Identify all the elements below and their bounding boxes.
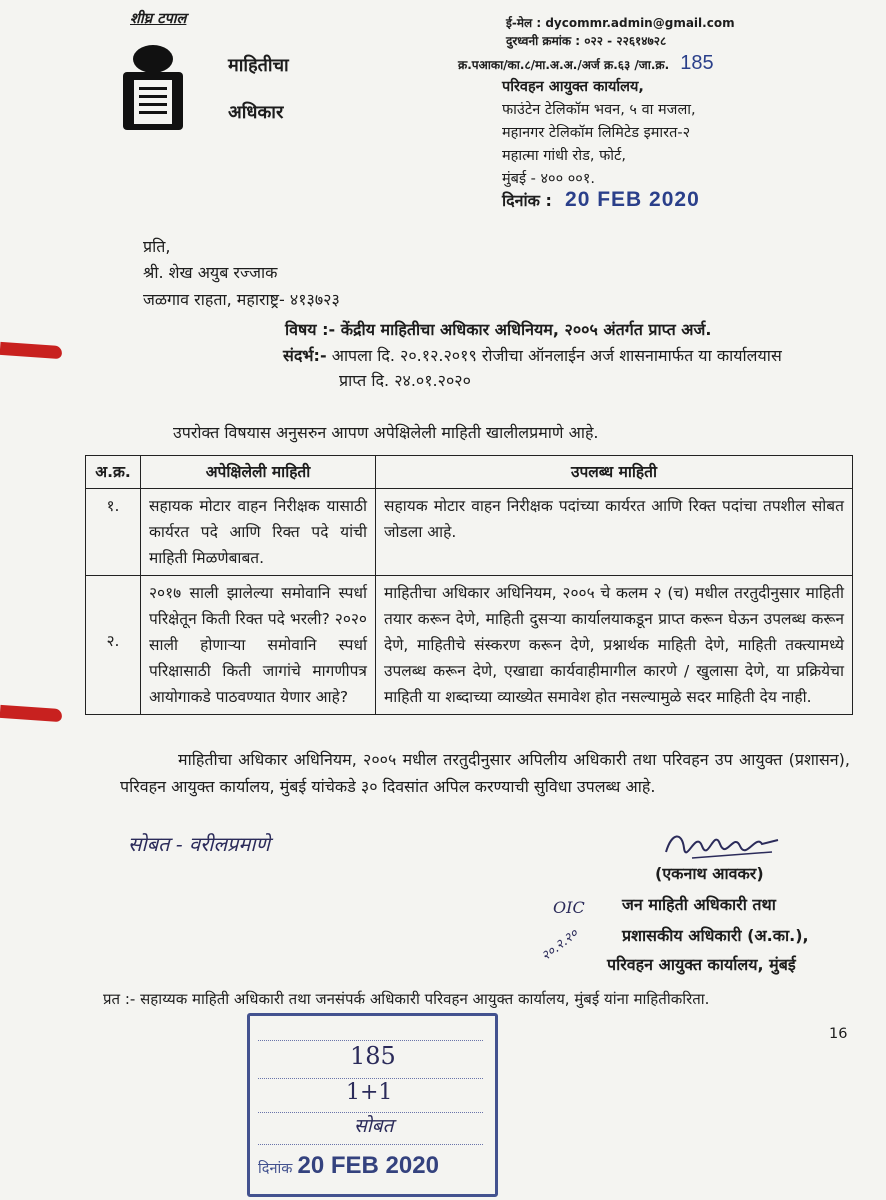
intro-text: उपरोक्त विषयास अनुसरुन आपण अपेक्षिलेली माहिती खालीलप्रमाणे आहे.	[173, 423, 599, 442]
reference-label: संदर्भ:-	[283, 346, 327, 365]
table-row	[86, 489, 853, 576]
subject-text: केंद्रीय माहितीचा अधिकार अधिनियम, २००५ अंतर्गत प्राप्त अर्ज.	[340, 320, 712, 339]
header-serial: अ.क्र.	[86, 456, 141, 489]
information-table	[85, 455, 853, 715]
appeal-paragraph: माहितीचा अधिकार अधिनियम, २००५ मधील तरतुदीनुसार अपिलीय अधिकारी तथा परिवहन उप आयुक्त (प्रशासन), परिवहन आयुक्त कार्यालय, मुंबई यांचेकडे ३० दिवसांत अपिल करण्याची सुविधा उपलब्ध आहे.	[120, 750, 850, 796]
oic-initials: OIC	[553, 898, 585, 917]
address-line: महात्मा गांधी रोड, फोर्ट,	[502, 148, 626, 164]
row-available: सहायक मोटार वाहन निरीक्षक पदांच्या कार्यरत आणि रिक्त पदांचा तपशील सोबत जोडला आहे.	[376, 489, 853, 576]
row-requested: सहायक मोटार वाहन निरीक्षक यासाठी कार्यरत पदे आणि रिक्त पदे यांची माहिती मिळणेबाबत.	[141, 489, 376, 576]
ref-number-hand: 185	[680, 52, 714, 74]
stamp-ref-hand: 185	[350, 1042, 396, 1070]
signatory-designation-2: प्रशासकीय अधिकारी (अ.का.),	[622, 926, 809, 945]
address-line: मुंबई - ४०० ००१.	[502, 171, 595, 187]
stamp-count-hand: 1+1	[346, 1080, 393, 1105]
logo-text-line2: अधिकार	[228, 102, 284, 123]
header-available: उपलब्ध माहिती	[376, 456, 853, 489]
stamp-date-row	[258, 1152, 439, 1180]
table-row	[86, 576, 853, 715]
date-label: दिनांक :	[502, 191, 552, 210]
signatory-designation-3: परिवहन आयुक्त कार्यालय, मुंबई	[607, 955, 796, 974]
logo-text-line1: माहितीचा	[228, 55, 289, 76]
row-available: माहितीचा अधिकार अधिनियम, २००५ चे कलम २ (च) मधील तरतुदीनुसार माहिती तयार करून देणे, माहिती दुसऱ्या कार्यालयाकडून प्राप्त करून घेऊन उपलब्ध करून देणे, माहितीचे संस्करण करून देणे, प्रश्नार्थक माहिती देणे, माहिती तक्त्यामध्ये उपलब्ध करून देणे, एखाद्या कार्यवाहीमागील कारणे / खुलासा देणे, या प्रक्रियेचा माहिती या शब्दाच्या व्याख्येत समावेश होत नसल्यामुळे सदर माहिती देय नाही.	[376, 576, 853, 715]
signatory-designation-1: जन माहिती अधिकारी तथा	[622, 895, 776, 914]
address-line: महानगर टेलिकॉम लिमिटेड इमारत-२	[502, 125, 691, 141]
copy-to-line: प्रत :- सहाय्यक माहिती अधिकारी तथा जनसंपर्क अधिकारी परिवहन आयुक्त कार्यालय, मुंबई यांना माहितीकरिता.	[103, 990, 710, 1008]
red-tab-marker	[0, 342, 62, 359]
signature-scribble	[662, 822, 782, 866]
reference-text-line2: प्राप्त दि. २४.०१.२०२०	[339, 371, 471, 390]
recipient-to: प्रति,	[143, 237, 171, 256]
table-header-row	[86, 456, 853, 489]
row-serial: २.	[86, 576, 141, 715]
stamp-date-value: 20 FEB 2020	[297, 1152, 439, 1179]
reference-line	[283, 344, 782, 366]
inward-stamp	[247, 1013, 498, 1197]
subject-label: विषय :-	[285, 320, 336, 339]
header-requested: अपेक्षिलेली माहिती	[141, 456, 376, 489]
page-number: 16	[829, 1026, 848, 1042]
enclosure-handwritten: सोबत - वरीलप्रमाणे	[128, 832, 271, 856]
reference-text-line1: आपला दि. २०.१२.२०१९ रोजीचा ऑनलाईन अर्ज शासनामार्फत या कार्यालयास	[331, 346, 782, 365]
row-requested: २०१७ साली झालेल्या समोवानि स्पर्धा परिक्षेतून किती रिक्त पदे भरली? २०२० साली होणाऱ्या समोवानि स्पर्धा परिक्षासाठी किती जागांचे मागणीपत्र आयोगाकडे पाठवण्यात येणार आहे?	[141, 576, 376, 715]
signatory-name: (एकनाथ आवकर)	[655, 864, 764, 883]
initials-date: २०.२.२०	[538, 926, 582, 965]
ref-number: क्र.पआका/का.८/मा.अ.अ./अर्ज क्र.६३ /जा.क्र.	[458, 58, 670, 72]
address-line: फाउंटेन टेलिकॉम भवन, ५ वा मजला,	[502, 102, 696, 118]
office-address	[502, 99, 696, 191]
stamp-encl-hand: सोबत	[354, 1115, 394, 1137]
letter-date	[502, 188, 700, 212]
mail-type-label: शीघ्र टपाल	[130, 11, 187, 27]
row-serial: १.	[86, 489, 141, 576]
recipient-name: श्री. शेख अयुब रज्जाक	[143, 263, 278, 282]
stamp-header-line	[258, 1026, 483, 1041]
office-name: परिवहन आयुक्त कार्यालय,	[502, 79, 644, 95]
header-email: ई-मेल : dycommr.admin@gmail.com	[506, 16, 735, 30]
header-ref	[458, 52, 714, 75]
date-stamp-value: 20 FEB 2020	[565, 188, 700, 211]
subject-line	[285, 318, 711, 340]
red-tab-marker	[0, 705, 62, 722]
recipient-place: जळगाव राहता, महाराष्ट्र- ४१३७२३	[143, 290, 340, 309]
stamp-date-label: दिनांक	[258, 1161, 293, 1177]
header-phone: दुरध्वनी क्रमांक : ०२२ - २२६१४७२८	[506, 34, 667, 48]
